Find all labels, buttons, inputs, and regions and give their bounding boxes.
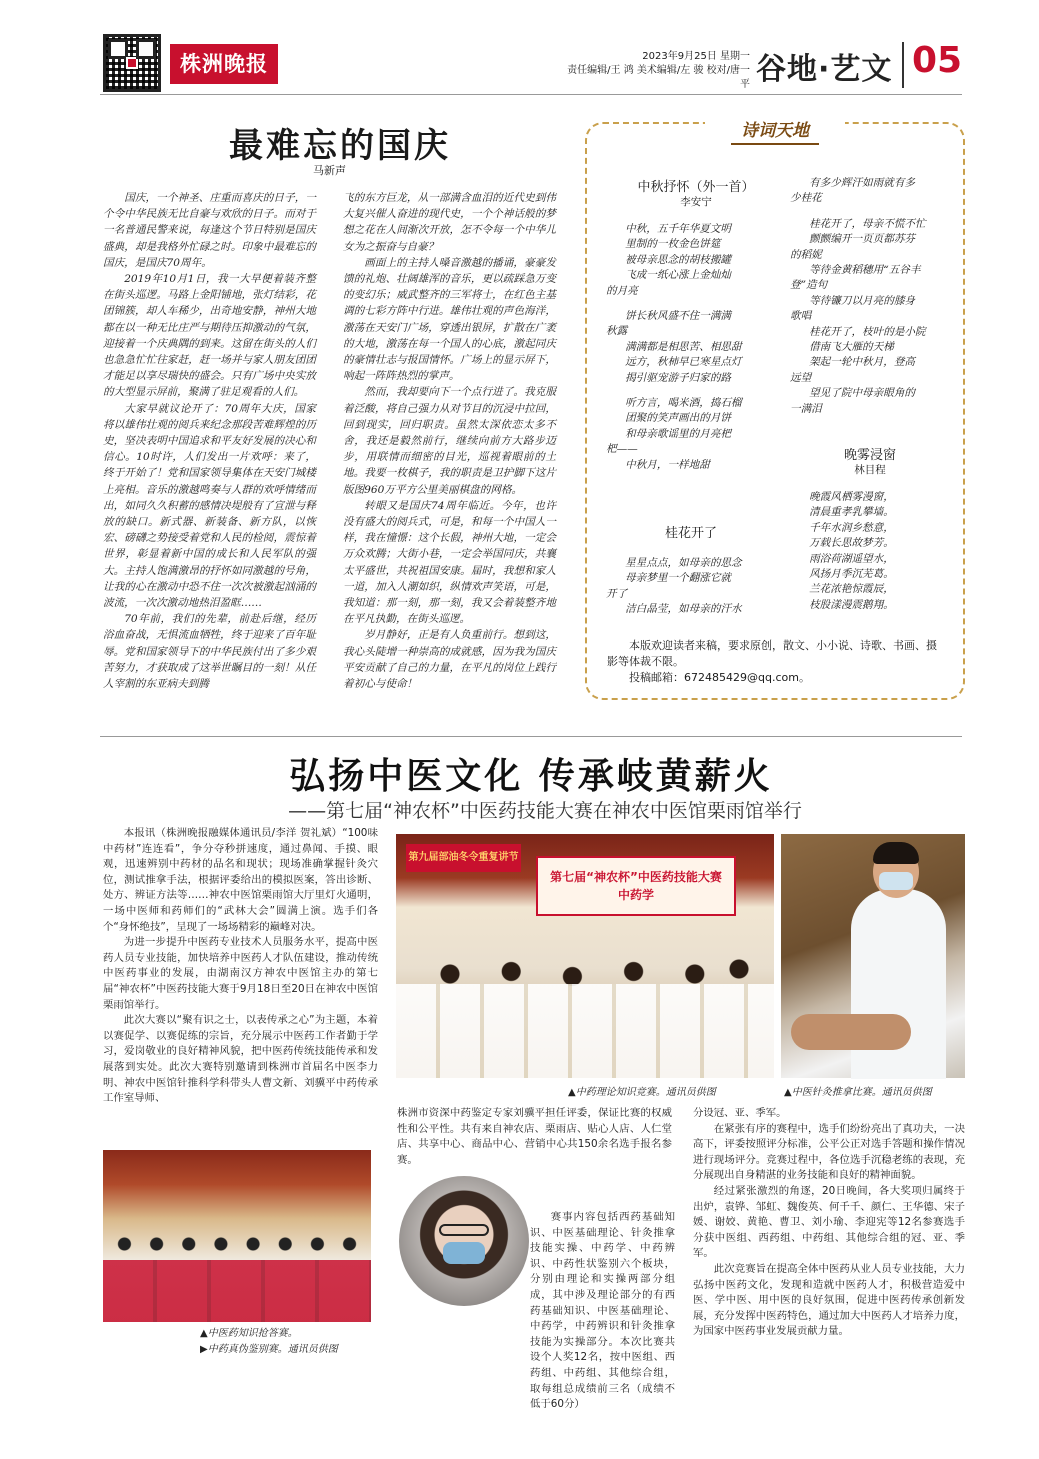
poem-line: 饼长秋风盛不住一满满 bbox=[625, 310, 732, 323]
poem-line: 清晨重孝乳攀墙。 bbox=[809, 506, 894, 519]
poem-line: 的稻妮 bbox=[790, 248, 822, 261]
issue-date: 2023年9月25日 星期一 bbox=[642, 51, 750, 62]
poem-line: 等待金黄稻穗用“五谷丰 bbox=[809, 264, 921, 277]
doctor-hair bbox=[873, 842, 919, 864]
photo-sign: 第九届部油冬令重复讲节 bbox=[406, 844, 521, 872]
poem2-continued bbox=[790, 176, 950, 417]
photo-caption: ▶中药真伪鉴别赛。通讯员供图 bbox=[200, 1344, 338, 1355]
paragraph: 大家早就议论开了：70周年大庆，国家将以雄伟壮观的阅兵来纪念那段苦难辉煌的历史，坚决表明中国追求和平友好发展的决心和信心。10时许，人们发出一片欢呼：来了，终于开始了！党和国家领导集体在天安门城楼上亮相。音乐的激越鸣奏与人群的欢呼情绪而出，如同久久积蓄的感情决堤般有了宣泄与释放的缺口。新式器、新装备、新方队，以恢宏、磅礴之势接受着党和人民的检阅，震惊着世界，彰显着新中国的成长和人民军队的强大。主持人饱满激昂的抒怀如同激越的号角，让我的心在激动中恐不住一次次被激起汹涌的波流，一次次激动地热泪盈眶…… bbox=[103, 402, 316, 610]
poem-line: 秋露 bbox=[606, 325, 628, 338]
paragraph: 经过紧张激烈的角逐，20日晚间，各大奖项归属终于出炉，袁铧、邹虹、魏俊英、何千千、颜仁、王华德、宋子媛、谢姣、黄艳、曹卫、刘小瑜、李迎宪等12名参赛选手分获中医组、西药组、中药组、其他综合组的冠、亚、季军。 bbox=[693, 1184, 965, 1260]
poem-line: 星星点点，如母亲的思念 bbox=[625, 557, 742, 569]
poem-line: 中秋，五千年华夏文明 bbox=[625, 223, 732, 235]
paragraph: 然而，我却要向下一个点行进了。我克服着泛酸，将自己强力从对节目的沉浸中拉回，回到现实，回归职责。虽然太深依恋太多不舍，我还是毅然前行，继续向前方大路步迈步，用联情而细密的目光，巡视着眼前的土地。我要一枚棋子，我的职责是卫护脚下这片版图960万平方公里美丽棋盘的网格。 bbox=[343, 386, 556, 496]
poem-line: 风扬月季沉芜葛。 bbox=[809, 568, 894, 581]
photo-banner bbox=[536, 856, 736, 916]
doctor-mask bbox=[879, 872, 913, 890]
poem-line: 桂花开了，枝叶的是小院 bbox=[809, 325, 926, 338]
red-tables bbox=[103, 1260, 371, 1322]
section-name: 谷地·艺文 bbox=[756, 52, 893, 87]
poem-line: 一满泪 bbox=[790, 402, 822, 415]
poem-line bbox=[606, 299, 776, 309]
poem-line: 的月亮 bbox=[606, 284, 638, 297]
patient-leg bbox=[791, 1014, 911, 1050]
poem-line: 万载长思故梦芳。 bbox=[809, 537, 894, 550]
poem1-body bbox=[606, 222, 776, 473]
paragraph: 为进一步提升中医药专业技术人员服务水平，提高中医药人员专业技能，加快培养中医药人才队伍建设，推动传统中医药事业的发展，由湖南汉方神农中医馆主办的第七届“神农杯”中医药技能大赛于9月18日至20日在神农中医馆栗雨馆举行。 bbox=[103, 936, 378, 1011]
article1-title: 最难忘的国庆 bbox=[229, 126, 451, 166]
poem-line: 雨浴荷湖遥望水， bbox=[809, 552, 894, 565]
poem3-author: 林目程 bbox=[854, 464, 886, 476]
desks bbox=[396, 984, 774, 1078]
poem-line: 有多少辉汗如雨就有多 bbox=[809, 177, 916, 189]
poem2-body bbox=[606, 556, 776, 618]
article1-column-1 bbox=[103, 190, 316, 730]
page-number: 05 bbox=[912, 40, 963, 81]
poem-line: 洁白晶莹，如母亲的汗水 bbox=[625, 603, 742, 616]
poem-line: 里制的一枚金色饼筵 bbox=[625, 238, 721, 251]
article2-column-3 bbox=[693, 1106, 965, 1338]
poem3-body bbox=[790, 490, 950, 613]
article2-subtitle: ——第七届“神农杯”中医药技能大赛在神农中医馆栗雨馆举行 bbox=[288, 800, 802, 822]
article1-column-2 bbox=[343, 190, 556, 730]
poem-line: 登”造句 bbox=[790, 279, 828, 292]
notice-text: 本版欢迎读者来稿，要求原创，散文、小小说、诗歌、书画、摄影等体裁不限。 bbox=[607, 639, 937, 668]
poem-line: 母亲梦里一个翻涨它就 bbox=[625, 572, 732, 585]
poetry-banner bbox=[705, 110, 845, 144]
photo-banner-line: 第七届“神农杯”中医药技能大赛 bbox=[550, 870, 722, 884]
paragraph: 在紧张有序的赛程中，选手们纷纷亮出了真功夫，一决高下，评委按照评分标准，公平公正对选手答题和操作情况进行现场评分。竞赛过程中，各位选手沉稳老练的表现，充分展现出自身精湛的业务技能和良好的精神面貌。 bbox=[693, 1122, 965, 1182]
poem-line bbox=[790, 207, 950, 217]
poem-line: 团聚的笑声画出的月饼 bbox=[625, 412, 732, 425]
photo-caption: ▲中医药知识抢答赛。 bbox=[200, 1328, 298, 1339]
paragraph: 此次大赛以“聚有识之士，以表传承之心”为主题，本着以赛促学、以赛促练的宗旨，充分展示中医药工作者勤于学习，爱岗敬业的良好精神风貌，把中医药传统技能传承和发展落到实处。此次大赛特别邀请到株洲市首届名中医李力明、神农中医馆针推科学科带头人曹文新、刘骥平中药传承工作室导师、 bbox=[103, 1014, 378, 1105]
paragraph: 70年前，我们的先辈，前赴后继，经历浴血奋战，无惧流血牺牲，终于迎来了百年耻辱。党和国家领导下的中华民族付出了多少艰苦努力，才获取成了这举世瞩目的一刻！从任人宰割的东亚病夫到腾 bbox=[103, 613, 316, 691]
newspaper-logo: 株洲晚报 bbox=[170, 44, 278, 84]
photo-theory-contest bbox=[396, 834, 774, 1078]
paragraph: 飞的东方巨龙，从一部满含血泪的近代史到伟大复兴催人奋进的现代史，一个个神话般的梦想之花在人间渐次开放，怎不令每一个中华儿女为之振奋与自豪？ bbox=[343, 192, 556, 253]
poem-line: 桂花开了，母亲不慌不忙 bbox=[809, 217, 926, 230]
poetry-banner-text: 诗词天地 bbox=[731, 114, 819, 145]
poem-line: 开了 bbox=[606, 587, 628, 600]
paragraph: 分设冠、亚、季军。 bbox=[693, 1107, 787, 1119]
poem-line: 千年水润乡愁意， bbox=[809, 521, 894, 534]
photo-banner-line: 中药学 bbox=[617, 888, 654, 902]
doctor-coat bbox=[851, 889, 946, 1079]
paragraph: 岁月静好，正是有人负重前行。想到这，我心头陡增一种崇高的成就感，因为我为国庆平安贡献了自己的力量，在平凡的岗位上践行着初心与使命！ bbox=[343, 629, 556, 691]
poem2-title: 桂花开了 bbox=[664, 526, 717, 541]
article1-author: 马新声 bbox=[313, 164, 346, 177]
photo-caption: ▲中药理论知识竞赛。通讯员供图 bbox=[568, 1087, 716, 1098]
poem-line: 远方，秋柿早已寒星点灯 bbox=[625, 356, 742, 369]
paragraph: 画面上的主持人嗓音激越的播诵，豪豪发馈的礼炮、壮阔雄浑的音乐，更以疏踩急万变的变幻乐；威武整齐的三军将士，在红色主基调的七彩方阵中行进。雄伟壮观的声色海洋，激荡在天安门广场，穿透出银屏，扩散在广袤的大地，激荡在每一个国人的心底，激起同庆的豪情壮志与报国情怀。广场上的显示屏下，响起一阵阵热烈的掌声。 bbox=[343, 256, 556, 383]
article2-column-2b bbox=[530, 1210, 675, 1411]
header-info bbox=[560, 50, 750, 92]
poem1-title: 中秋抒怀（外一首） bbox=[637, 180, 755, 195]
poem-line: 远望 bbox=[790, 371, 812, 384]
paragraph: 转眼又是国庆74周年临近。今年，也许没有盛大的阅兵式，可是，和每一个中国人一样，我在憧憬：这个长假，神州大地，一定会万众欢腾；大街小巷，一定会举国同庆，共襄太平盛世，共祝祖国安康。届时，我想和家人一道，加入人潮如织，纵情欢声笑语，可是，我知道：那一刻，那一刻，我又会着装整齐地在平凡执勤，在街头巡逻。 bbox=[343, 499, 556, 626]
poem-line: 等待镰刀以月亮的膝身 bbox=[809, 294, 916, 307]
poem-line: 望见了院中母亲眼角的 bbox=[809, 387, 916, 400]
poem-line: 少桂花 bbox=[790, 192, 822, 205]
poem-line: 被母亲思念的胡枝搬罐 bbox=[625, 253, 732, 266]
section-rule bbox=[100, 736, 962, 737]
poem-line: 听方言，喝米酒，捣石榴 bbox=[625, 397, 742, 410]
poem1-author: 李安宁 bbox=[680, 196, 712, 208]
poem-line: 杷—— bbox=[606, 443, 638, 456]
editor-credits: 责任编辑/王 鸿 美术编辑/左 骏 校对/唐一平 bbox=[567, 65, 750, 90]
article2-title: 弘扬中医文化 传承岐黄薪火 bbox=[289, 756, 773, 797]
poem-line: 满满都是相思苦、相思甜 bbox=[625, 340, 742, 353]
poem-line bbox=[606, 386, 776, 396]
paragraph: 赛事内容包括西药基础知识、中医基础理论、针灸推拿技能实操、中药学、中药辨识、中药性状鉴别六个板块，分别由理论和实操两部分组成，其中涉及理论部分的有西药基础知识、中医基础理论、中药学，中药辨识和针灸推拿技能为实操部分。本次比赛共设个人奖12名，按中医组、西药组、中药组、其他综合组，取每组总成绩前三名（成绩不低于60分） bbox=[530, 1211, 675, 1411]
paragraph: 2019年10月1日，我一大早便着装齐整在街头巡逻。马路上金阳铺地，张灯结彩，花团锦簇，却人车稀少，出奇地安静，神州大地都在以一种无比庄严与期待压抑激动的气氛，迎接着一个庆典隅的到来。这留在街头的人们也急急忙忙往家赶，赶一场并与家人朋友团团才能足以享尽瑞快的盛会。只有广场中央实放的大型显示屏前，聚满了驻足观看的人们。 bbox=[103, 273, 316, 399]
poem-line: 颤颤编开一页页都苏芬 bbox=[809, 233, 916, 246]
header-divider bbox=[902, 42, 904, 88]
paragraph: 此次竞赛旨在提高全体中医药从业人员专业技能，大力弘扬中医药文化，发现和造就中医药人才，积极营造爱中医、学中医、用中医的良好氛围，促进中医药传承创新发展，充分发挥中医药特色，通过加大中医药人才培养力度，为国家中医药事业发展贡献力量。 bbox=[693, 1262, 965, 1338]
qr-code bbox=[103, 34, 161, 92]
poem-line: 飞成一纸心涨上金灿灿 bbox=[625, 269, 732, 282]
article2-column-1 bbox=[103, 826, 378, 1142]
poem-line: 揭引驱宠游子归家的路 bbox=[625, 371, 732, 384]
glasses bbox=[439, 1224, 489, 1236]
paragraph: 国庆，一个神圣、庄重而喜庆的日子，一个令中华民族无比自豪与欢欣的日子。而对于一名普通民警来说，每逢这个节日特别是国庆盛典，却是我格外忙碌之时。印象中最难忘的国庆，是国庆70周年。 bbox=[103, 192, 316, 269]
poem-line: 兰花浓艳惊霞辰， bbox=[809, 583, 894, 596]
poem-line: 架起一轮中秋月，登高 bbox=[809, 356, 916, 369]
photo-quiz-contest bbox=[103, 1150, 371, 1322]
face-mask bbox=[443, 1242, 485, 1264]
poem-line: 和母亲歌谣里的月亮杷 bbox=[625, 427, 732, 440]
poem-line: 歌唱 bbox=[790, 310, 812, 323]
poem-line: 中秋月，一样地甜 bbox=[625, 458, 710, 471]
submission-notice bbox=[607, 638, 947, 686]
photo-herb-identification bbox=[399, 1176, 529, 1306]
poem-line: 枝股漾漫震鹅翔。 bbox=[809, 598, 894, 611]
paragraph: 本报讯（株洲晚报融媒体通讯员/李洋 贺礼斌）“100味中药材”连连看”，争分夺秒拼速度，通过鼻闻、手摸、眼观，迅速辨别中药材的品名和现状；现场准确掌握针灸穴位，测试推拿手法，根据评委给出的模拟医案，答出诊断、处方、辨证方法等……神农中医馆栗雨馆大厅里灯火通明，一场中医师和药师们的“武林大会”圆满上演。选手们各个“身怀绝技”，呈现了一场场精彩的巅峰对决。 bbox=[103, 827, 378, 933]
poem-line: 借南飞大雁的天梯 bbox=[809, 341, 894, 354]
poem-line: 晚霞风栖雾漫窗， bbox=[809, 491, 894, 503]
submission-email[interactable]: 投稿邮箱：672485429@qq.com。 bbox=[629, 671, 810, 684]
poem3-title: 晚雾浸窗 bbox=[843, 448, 896, 463]
header-rule bbox=[100, 94, 962, 95]
paragraph: 株洲市资深中药鉴定专家刘骥平担任评委，保证比赛的权威性和公平性。共有来自神农店、栗雨店、贴心人店、人仁堂店、共享中心、商品中心、营销中心共150余名选手报名参赛。 bbox=[397, 1107, 672, 1166]
photo-acupuncture bbox=[781, 834, 965, 1078]
photo-caption: ▲中医针灸推拿比赛。通讯员供图 bbox=[784, 1087, 932, 1098]
